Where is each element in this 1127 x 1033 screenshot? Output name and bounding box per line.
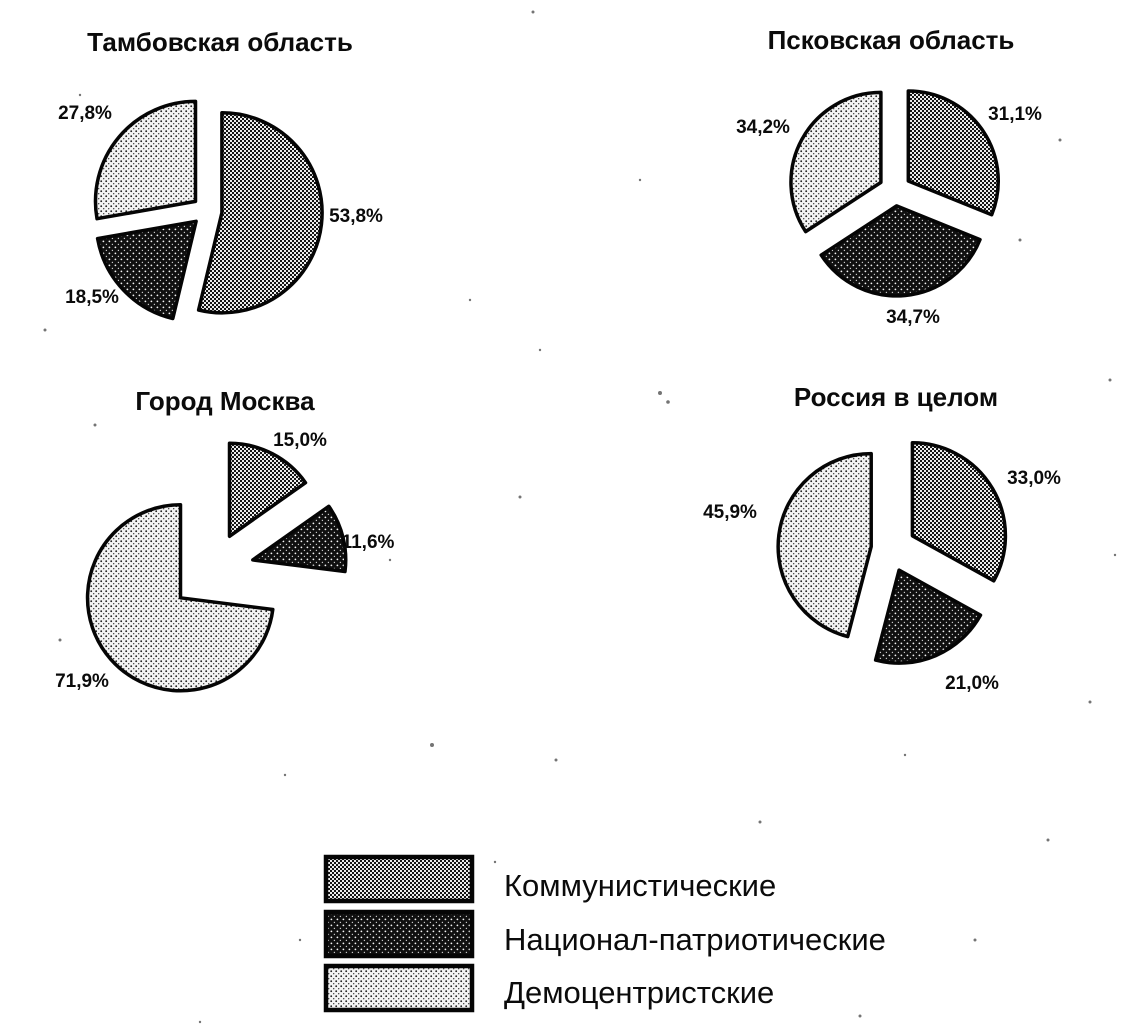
pie-chart-moscow xyxy=(55,386,394,692)
chart-title-pskov: Псковская область xyxy=(767,25,1015,55)
slice-percent-label: 27,8% xyxy=(58,103,112,124)
noise-dot xyxy=(79,94,81,96)
noise-dot xyxy=(284,774,286,776)
slice-percent-label: 45,9% xyxy=(703,502,757,523)
noise-dot xyxy=(974,939,977,942)
noise-dot xyxy=(1019,239,1022,242)
noise-dot xyxy=(494,861,496,863)
pie-slice-democentrist xyxy=(778,454,871,637)
noise-dot xyxy=(199,1021,201,1023)
noise-dot xyxy=(1109,379,1112,382)
pie-slice-national-patriotic xyxy=(821,206,980,296)
slice-percent-label: 18,5% xyxy=(65,287,119,308)
chart-title-tambov: Тамбовская область xyxy=(87,27,353,57)
slice-percent-label: 15,0% xyxy=(273,430,327,451)
noise-dot xyxy=(1114,554,1116,556)
pie-chart-russia xyxy=(703,382,1061,694)
chart-title-russia: Россия в целом xyxy=(793,382,999,412)
slice-percent-label: 33,0% xyxy=(1007,468,1061,489)
legend-swatch-communist xyxy=(326,857,472,901)
noise-dot xyxy=(430,743,434,747)
noise-dot xyxy=(1047,839,1050,842)
noise-dot xyxy=(389,559,391,561)
noise-dot xyxy=(1059,139,1062,142)
noise-dot xyxy=(539,349,541,351)
legend-item-democentrist xyxy=(326,966,774,1010)
pie-slice-communist xyxy=(908,91,998,215)
pie-slice-national-patriotic xyxy=(876,570,981,663)
noise-dot xyxy=(44,329,47,332)
pie-slice-democentrist xyxy=(88,505,273,691)
slice-percent-label: 53,8% xyxy=(329,206,383,227)
legend-swatch-democentrist xyxy=(326,966,472,1010)
slice-percent-label: 11,6% xyxy=(341,532,395,553)
pie-chart-pskov xyxy=(736,25,1042,328)
legend-item-national-patriotic xyxy=(326,912,886,957)
pie-slice-communist xyxy=(230,443,306,536)
slice-percent-label: 34,7% xyxy=(886,307,940,328)
slice-percent-label: 71,9% xyxy=(55,671,109,692)
noise-dot xyxy=(469,299,471,301)
legend-label-communist: Коммунистические xyxy=(504,868,777,903)
noise-dot xyxy=(555,759,558,762)
pie-slice-communist xyxy=(912,443,1005,581)
noise-dot xyxy=(639,179,641,181)
noise-dot xyxy=(658,391,662,395)
pie-chart-tambov xyxy=(58,27,383,319)
slice-percent-label: 31,1% xyxy=(988,104,1042,125)
noise-dot xyxy=(59,639,62,642)
legend-swatch-national-patriotic xyxy=(326,912,472,956)
legend-label-national-patriotic: Национал-патриотические xyxy=(504,922,886,957)
noise-dot xyxy=(519,496,522,499)
pie-slice-communist xyxy=(199,113,322,313)
noise-dot xyxy=(94,424,97,427)
noise-dot xyxy=(904,754,906,756)
noise-dot xyxy=(299,939,301,941)
noise-dot xyxy=(859,1015,862,1018)
slice-percent-label: 34,2% xyxy=(736,117,790,138)
chart-title-moscow: Город Москва xyxy=(135,386,315,416)
noise-dot xyxy=(759,821,762,824)
legend xyxy=(326,857,886,1010)
noise-dot xyxy=(666,400,670,404)
legend-label-democentrist: Демоцентристские xyxy=(504,975,775,1010)
pie-slice-democentrist xyxy=(791,92,881,231)
noise-dot xyxy=(1089,701,1092,704)
slice-percent-label: 21,0% xyxy=(945,673,999,694)
legend-item-communist xyxy=(326,857,776,903)
pie-slice-national-patriotic xyxy=(253,506,346,571)
noise-dot xyxy=(532,11,535,14)
